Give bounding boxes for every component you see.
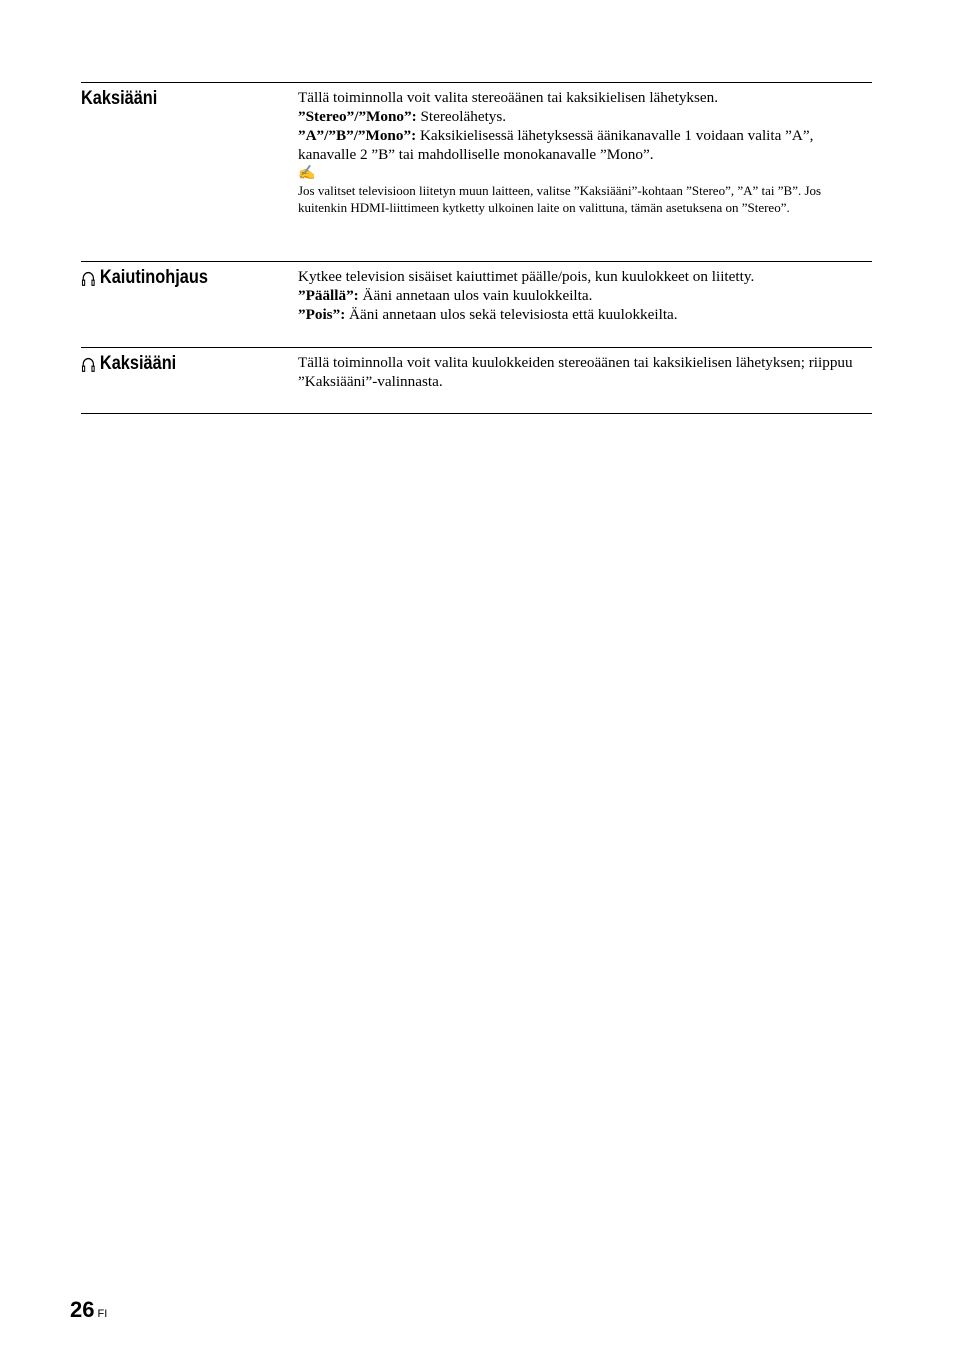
option-text: Ääni annetaan ulos sekä televisiosta että kuulokkeilta. <box>345 306 678 323</box>
setting-title-text: Kaiutinohjaus <box>99 267 208 288</box>
settings-table <box>81 82 872 414</box>
setting-title <box>81 83 268 111</box>
setting-description <box>298 348 872 413</box>
page-number <box>70 1297 107 1323</box>
option-label: ”Päällä”: <box>298 287 359 304</box>
headphones-icon <box>81 356 96 373</box>
option-line <box>298 305 872 324</box>
description-intro: Kytkee television sisäiset kaiuttimet päälle/pois, kun kuulokkeet on liitetty. <box>298 268 755 285</box>
description-intro: Tällä toiminnolla voit valita kuulokkeiden stereoäänen tai kaksikielisen lähetyksen; riippuu ”Kaksiääni”-valinnasta. <box>298 354 853 390</box>
option-text: Kaksikielisessä lähetyksessä äänikanavalle 1 voidaan valita ”A”, kanavalle 2 ”B” tai mahdolliselle monokanavalle ”Mono”. <box>298 127 814 163</box>
option-line <box>298 126 872 164</box>
option-label: ”Pois”: <box>298 306 346 323</box>
setting-description <box>298 262 872 347</box>
option-text: Stereolähetys. <box>416 108 507 125</box>
setting-title-text: Kaksiääni <box>81 88 158 109</box>
option-line <box>298 107 872 126</box>
headphones-icon <box>81 270 96 287</box>
option-line <box>298 286 872 305</box>
setting-row-kaiutinohjaus <box>81 261 872 347</box>
page-number-value: 26 <box>70 1297 95 1322</box>
option-label: ”A”/”B”/”Mono”: <box>298 127 417 144</box>
setting-title-text: Kaksiääni <box>99 353 177 374</box>
setting-title <box>81 348 268 376</box>
setting-title <box>81 262 268 290</box>
option-text: Ääni annetaan ulos vain kuulokkeilta. <box>358 287 593 304</box>
setting-description <box>298 83 872 261</box>
note-text: Jos valitset televisioon liitetyn muun laitteen, valitse ”Kaksiääni”-kohtaan ”Stereo”, ”A” tai ”B”. Jos kuitenkin HDMI-liittimeen kytketty ulkoinen laite on valittuna, tämän asetuksena on ”Stereo”. <box>298 183 822 215</box>
option-label: ”Stereo”/”Mono”: <box>298 108 417 125</box>
description-intro: Tällä toiminnolla voit valita stereoäänen tai kaksikielisen lähetyksen. <box>298 89 719 106</box>
setting-row-kaksiaani <box>81 82 872 261</box>
page-language: FI <box>97 1308 108 1320</box>
note-pencil-icon: ✍ <box>298 166 316 181</box>
setting-row-headphone-kaksiaani <box>81 347 872 414</box>
